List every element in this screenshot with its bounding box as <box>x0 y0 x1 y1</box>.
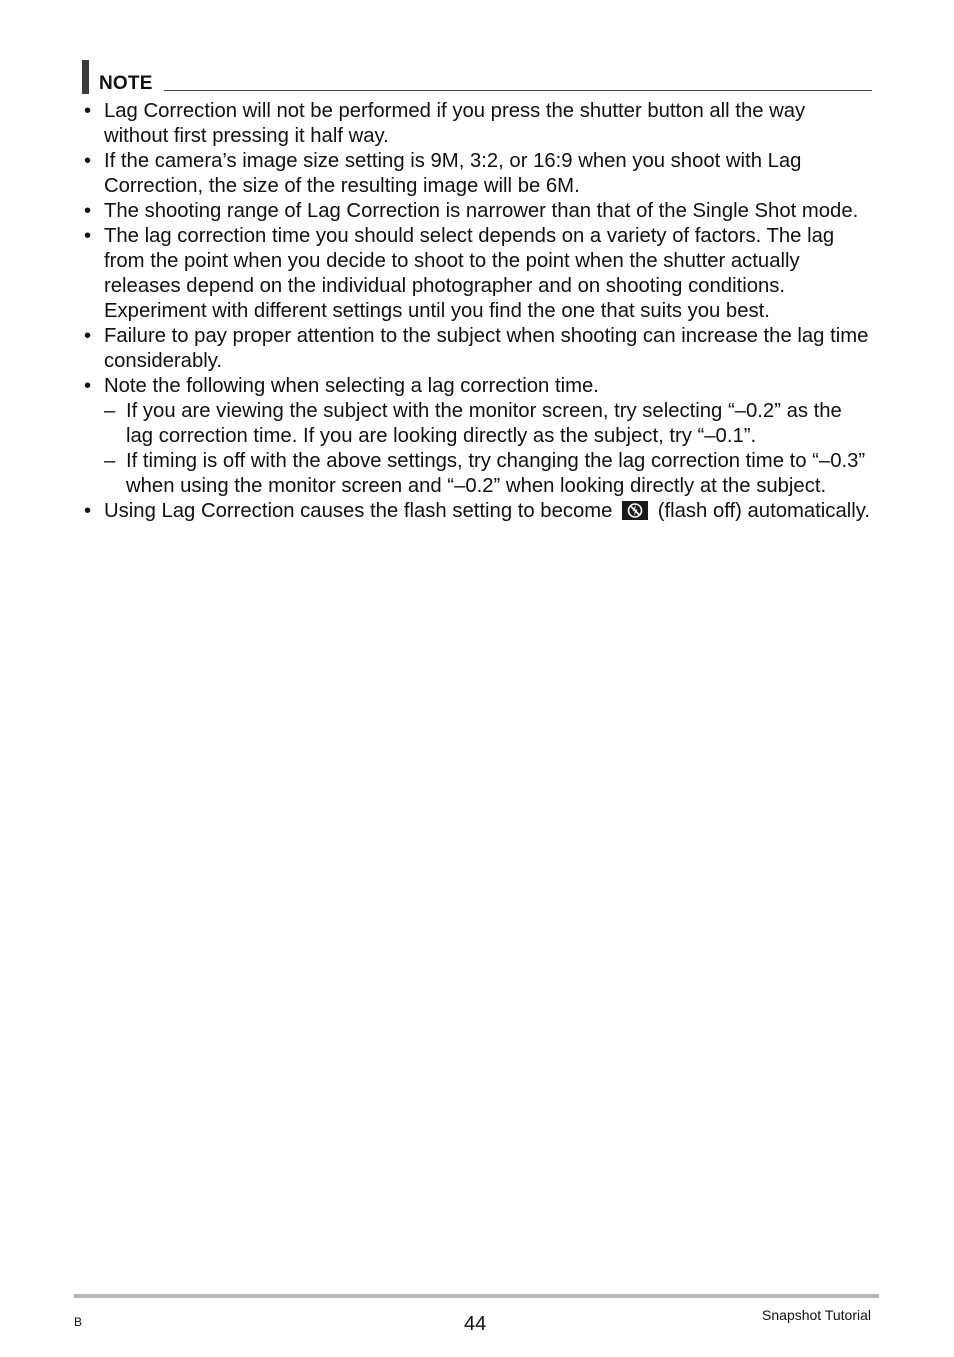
list-item <box>84 374 874 499</box>
list-item-text: Note the following when selecting a lag correction time. <box>104 375 599 397</box>
dash-mark: – <box>104 400 116 422</box>
bullet-mark: • <box>84 200 92 222</box>
sub-list-item-text: If timing is off with the above settings, try changing the lag correction time to “–0.3” when using the monitor screen and “–0.2” when looking directly at the subject. <box>126 450 866 497</box>
note-bar <box>82 60 89 94</box>
footer-language-code: B <box>74 1315 83 1329</box>
list-item-text: The lag correction time you should select depends on a variety of factors. The lag from the point when you decide to shoot to the point when the shutter actually releases depend on the individual photographer and on shooting conditions. Experiment with different settings until you find the one that suits you best. <box>104 225 835 322</box>
list-item <box>84 99 874 149</box>
sub-list-item-text: If you are viewing the subject with the monitor screen, try selecting “–0.2” as the lag correction time. If you are looking directly as the subject, try “–0.1”. <box>126 400 842 447</box>
list-item-text: Failure to pay proper attention to the subject when shooting can increase the lag time considerably. <box>104 325 869 372</box>
sub-list-item <box>104 399 874 449</box>
list-item-text: Lag Correction will not be performed if you press the shutter button all the way without first pressing it half way. <box>104 100 806 147</box>
footer-section-title: Snapshot Tutorial <box>762 1307 871 1323</box>
list-item <box>84 324 874 374</box>
note-title: NOTE <box>99 73 153 94</box>
list-item <box>84 499 874 524</box>
page-number: 44 <box>464 1313 487 1335</box>
list-item-text-after: (flash off) automatically. <box>657 500 871 522</box>
list-item-text: If the camera’s image size setting is 9M, 3:2, or 16:9 when you shoot with Lag Correction, the size of the resulting image will be 6M. <box>104 150 802 197</box>
list-item-text: The shooting range of Lag Correction is narrower than that of the Single Shot mode. <box>104 200 859 222</box>
sub-list-item <box>104 449 874 499</box>
dash-mark: – <box>104 450 116 472</box>
list-item <box>84 199 874 224</box>
bullet-mark: • <box>84 150 92 172</box>
list-item <box>84 224 874 324</box>
note-header <box>82 60 872 96</box>
bullet-mark: • <box>84 100 92 122</box>
bullet-mark: • <box>84 225 92 247</box>
note-rule <box>164 90 872 91</box>
list-item-text-before: Using Lag Correction causes the flash setting to become <box>104 500 613 522</box>
bullet-mark: • <box>84 500 92 522</box>
sub-list <box>104 399 874 499</box>
bullet-mark: • <box>84 375 92 397</box>
bullet-mark: • <box>84 325 92 347</box>
footer-rule <box>74 1294 879 1298</box>
list-item <box>84 149 874 199</box>
note-list <box>84 99 874 524</box>
flash-off-icon <box>622 501 648 520</box>
